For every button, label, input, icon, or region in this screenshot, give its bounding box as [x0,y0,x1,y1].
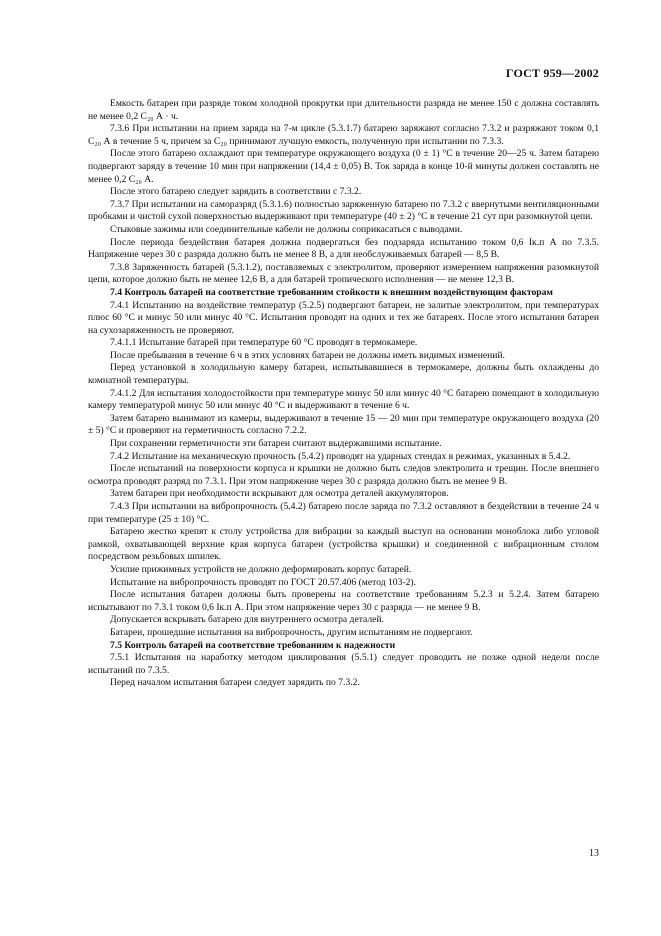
paragraph: Емкость батареи при разряде током холодной прокрутки при длительности разряда не менее 150 с должна составлять не менее 0,2 C₂₀ А · ч. [88,98,599,122]
paragraph: 7.4.3 При испытании на вибропрочность (5.4.2) батарею после заряда по 7.3.2 оставляют в бездействии в течение 24 ч при температуре (25 ± 10) °С. [88,501,599,525]
page-number: 13 [589,848,599,859]
paragraph: После испытаний на поверхности корпуса и крышки не должно быть следов электролита и трещин. После внешнего осмотра проводят разряд по 7.3.1. При этом напряжение через 30 с разряда должно быть не менее 9 В. [88,463,599,487]
section-heading: 7.4 Контроль батарей на соответствие требованиям стойкости к внешним воздействующим факторам [110,286,553,298]
paragraph: Стыковые зажимы или соединительные кабели не должны соприкасаться с выводами. [110,223,463,235]
paragraph: Батареи, прошедшие испытания на вибропрочность, другим испытаниям не подвергают. [110,626,473,638]
paragraph: После этого батарею охлаждают при температуре окружающего воздуха (0 ± 1) °С в течение 20—25 ч. Затем батарею подвергают заряду в течение 10 мин при напряжении (14,4 ± 0,05) В. Ток заряда в конце 10-й минуты должен составлять не менее 0,2 C₂₀ А. [88,148,599,185]
paragraph: При сохранении герметичности эти батареи считают выдержавшими испытание. [110,438,442,450]
document-code-header: ГОСТ 959—2002 [505,66,599,80]
paragraph: После пребывания в течение 6 ч в этих условиях батареи не должны иметь видимых изменений. [110,349,505,361]
paragraph: После этого батарею следует зарядить в соответствии с 7.3.2. [110,186,362,198]
paragraph: 7.4.1 Испытанию на воздействие температур (5.2.5) подвергают батареи, не залитые электролитом, при температурах плюс 60 °С и минус 50 или минус 40 °С. Испытания проводят на одних и тех же батареях. После этого испытания батареи на сухозаряженность не проверяют. [88,299,599,336]
paragraph: 7.3.7 При испытании на саморазряд (5.3.1.6) полностью заряженную батарею по 7.3.2 с ввернутыми вентиляционными пробками и чистой сухой поверхностью выдерживают при температуре (40 ± 2) °С в течение 21 сут при разомкнутой цепи. [88,198,599,223]
paragraph: Перед установкой в холодильную камеру батареи, испытывавшиеся в термокамере, должны быть охлаждены до комнатной температуры. [88,362,599,387]
paragraph: После испытания батареи должны быть проверены на соответствие требованиям 5.2.3 и 5.2.4. Затем батарею испытывают по 7.3.1 током 0,6 Iк.п А. При этом напряжение через 30 с разряда — не менее 9 В. [88,589,599,613]
paragraph: 7.3.6 При испытании на прием заряда на 7-м цикле (5.3.1.7) батарею заряжают согласно 7.3.2 и разряжают током 0,1 C₂₀ А в течение 5 ч, причем за C₂₀ принимают лучшую емкость, полученную при испытании по 7.3.3. [88,123,599,147]
paragraph: Испытание на вибропрочность проводят по ГОСТ 20.57.406 (метод 103-2). [110,576,416,588]
paragraph: 7.4.1.1 Испытание батарей при температуре 60 °С проводят в термокамере. [110,337,418,349]
paragraph: 7.4.1.2 Для испытания холодостойкости при температуре минус 50 или минус 40 °С батарею помещают в холодильную камеру температурой минус 50 или минус 40 °С и выдерживают в течение 6 ч. [88,387,599,412]
paragraph: Батарею жестко крепят к столу устройства для вибрации за каждый выступ на основании моноблока либо угловой рамкой, охватывающей верхние края корпуса батареи (устройства крышки) и соединенной с вибрационным столом посредством резьбовых шпилек. [88,526,599,563]
paragraph: Перед началом испытания батареи следует зарядить по 7.3.2. [110,677,360,689]
paragraph: После периода бездействия батарея должна подвергаться без подзаряда испытанию током 0,6 Iк.п А по 7.3.5. Напряжение через 30 с разряда должно быть не менее 8 В, а для необслуживаемых батарей — 8,5 В. [88,236,599,261]
paragraph: Усилие прижимных устройств не должно деформировать корпус батарей. [110,563,412,575]
paragraph: 7.4.2 Испытание на механическую прочность (5.4.2) проводят на ударных стендах в режимах, указанных в 5.4.2. [110,450,571,462]
paragraph: 7.3.8 Заряженность батарей (5.3.1.2), поставляемых с электролитом, проверяют измерением напряжения разомкнутой цепи, которое должно быть не менее 12,6 В, а для батарей тропического исполнения — не менее 12,3 В. [88,261,599,286]
section-heading: 7.5 Контроль батарей на соответствие требованиям к надежности [110,639,396,651]
paragraph: 7.5.1 Испытания на наработку методом циклирования (5.5.1) следует проводить не позже одной недели после испытаний по 7.3.5. [88,652,599,676]
paragraph: Затем батареи при необходимости вскрывают для осмотра деталей аккумуляторов. [110,488,449,500]
document-body [88,98,599,690]
paragraph: Затем батарею вынимают из камеры, выдерживают в течение 15 — 20 мин при температуре окружающего воздуха (20 ± 5) °С и проверяют на герметичность согласно 7.2.2. [88,412,599,437]
paragraph: Допускается вскрывать батарею для внутреннего осмотра деталей. [110,614,384,626]
